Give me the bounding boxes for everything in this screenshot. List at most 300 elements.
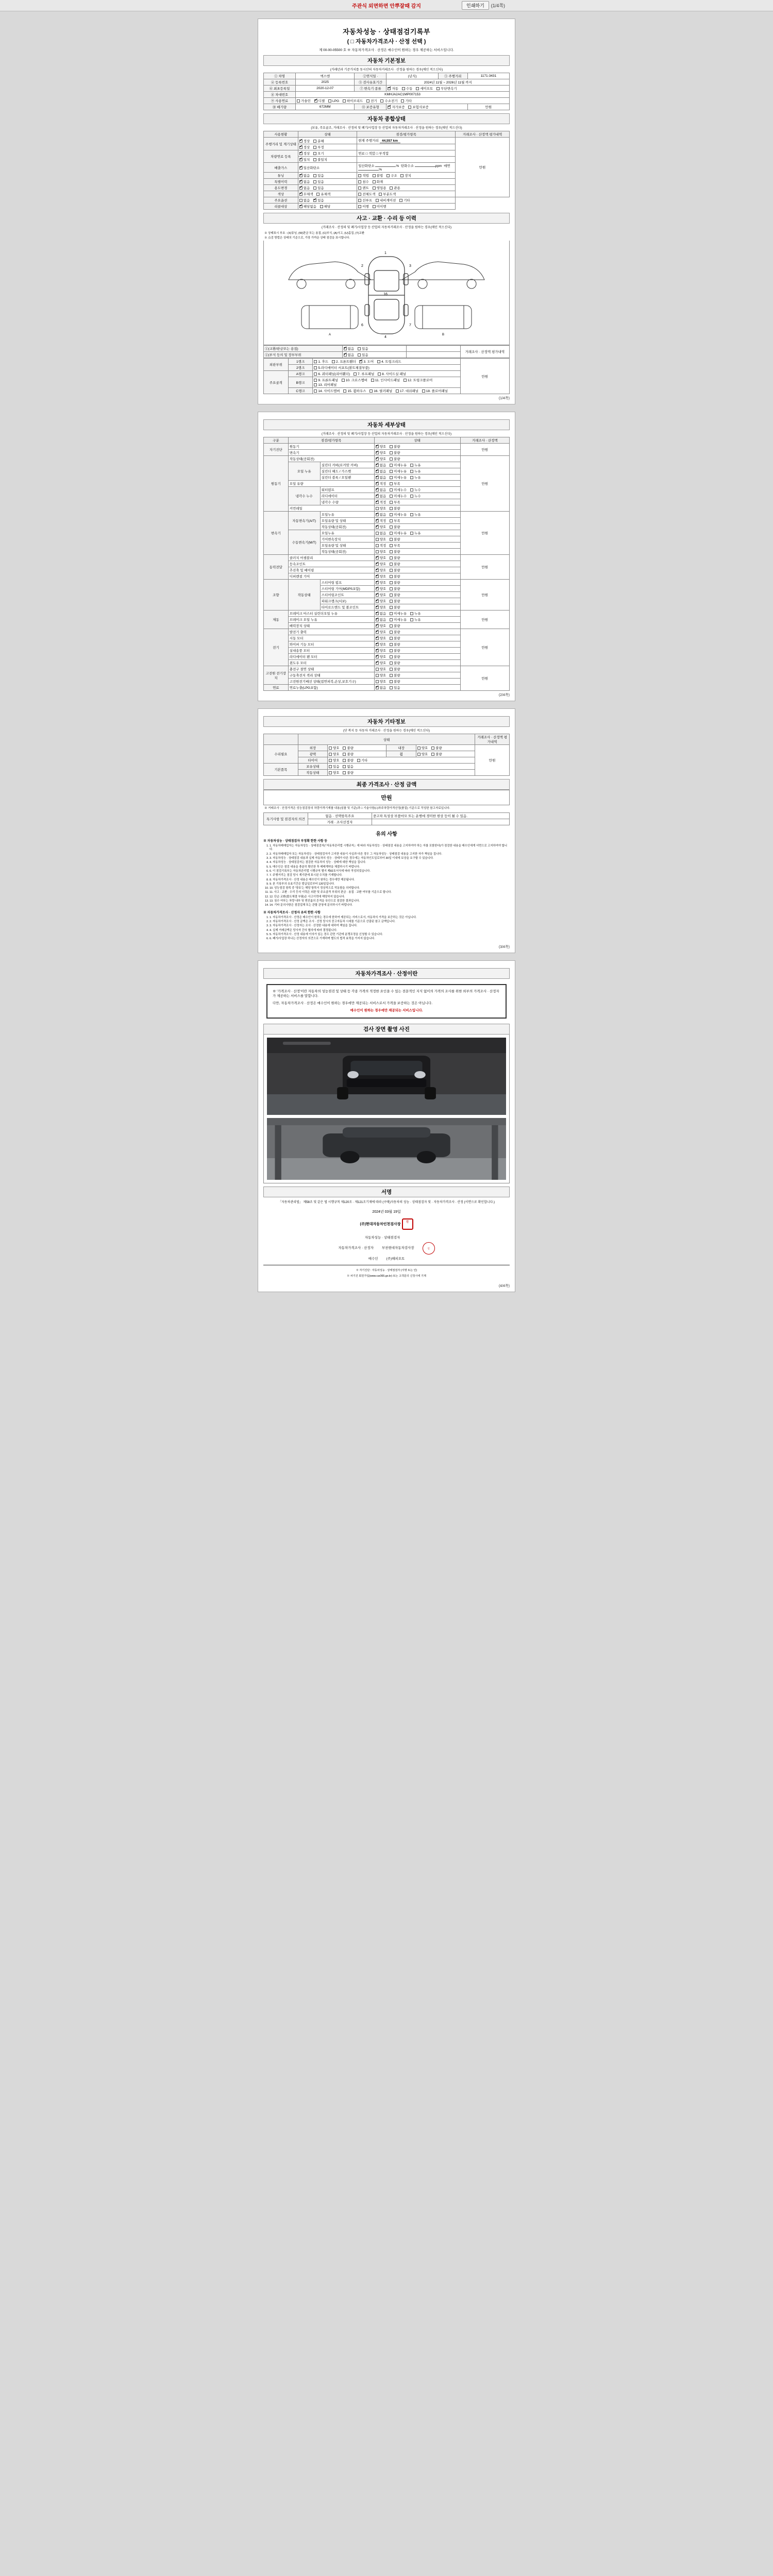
checkbox-good[interactable] (376, 631, 379, 634)
row-cat: 튜닝 (264, 173, 298, 179)
checkbox-good[interactable] (376, 668, 379, 671)
checkbox-full-paint[interactable] (358, 193, 361, 196)
checkbox-trunk-floor[interactable] (404, 379, 407, 382)
table-header-row (264, 734, 510, 745)
checkbox-tire-good[interactable] (329, 759, 332, 762)
table-row (264, 580, 510, 586)
checkbox-pillar-panel[interactable] (369, 389, 373, 393)
checkbox-etc-good[interactable] (357, 759, 360, 762)
checkbox-good[interactable] (376, 550, 379, 553)
checkbox-leak[interactable] (410, 470, 413, 473)
checkbox-good[interactable] (376, 563, 379, 566)
item-name: 오일 유량 (288, 481, 374, 487)
table-row (264, 86, 510, 92)
checkbox-emission[interactable] (299, 166, 303, 170)
item-name: 와이퍼 기능 모터 (288, 641, 374, 648)
table-row (264, 770, 510, 776)
notice-item: 6. 6. 폐기/사업장 하나는 산정자의 의견으로 기재하며 별도의 법적 효력을 가지지 않습니다. (270, 937, 510, 941)
checkbox-bad[interactable] (390, 445, 393, 448)
svg-text:3: 3 (409, 264, 411, 268)
table-row (264, 666, 510, 672)
section-basic-title: 자동차 기본정보 (263, 55, 510, 66)
checkbox-good[interactable] (376, 575, 379, 578)
state-cell: ✔일치 불일치 (298, 157, 357, 163)
page-title: 자동차성능 · 상태점검기록부 (343, 28, 430, 36)
sub-item: 오일유량 및 상태 (320, 543, 374, 549)
notice-head-1: ※ 자동차성능 · 상태점검자 부정확 한한 사항 등 (263, 839, 327, 843)
frame-grade: 1랭크 (288, 359, 313, 365)
checkbox-bad[interactable] (390, 668, 393, 671)
checkbox-bad[interactable] (390, 680, 393, 683)
checkbox-government[interactable] (390, 187, 393, 190)
checkbox-exchange-none[interactable] (344, 347, 347, 350)
checkbox-bad[interactable] (390, 631, 393, 634)
checkbox-good[interactable] (376, 507, 379, 510)
checkbox-bad[interactable] (390, 637, 393, 640)
checkbox-roof-panel[interactable] (354, 372, 357, 376)
state-cell: ✔정상 분해 (298, 138, 357, 144)
checkbox-part-paint[interactable] (379, 193, 382, 196)
checkbox-diesel[interactable] (314, 99, 317, 103)
checkbox-good[interactable] (376, 581, 379, 584)
page-1 (258, 19, 515, 404)
checkbox-basic-bad[interactable] (343, 771, 346, 774)
checkbox-bad[interactable] (390, 581, 393, 584)
item-name: 구동축전지 격리 상태 (288, 672, 374, 679)
checkbox-bad[interactable] (390, 674, 393, 677)
checkbox-semiauto[interactable] (416, 87, 419, 90)
th-price: 거래조사 · 산정액 평가내역 (475, 734, 510, 745)
price-notice-box (266, 984, 507, 1019)
notice-item: 1. 1. 자동차가격조사 · 산정은 매수인이 원하는 경우에 한하여 제공되는 서비스로서, 자동차의 가격을 보증하는 것은 아닙니다. (270, 916, 510, 920)
sub-item: 워터펌프 (320, 487, 374, 493)
checkbox-tuning-structure[interactable] (386, 174, 390, 177)
sub-item: 스티어링조인트 (320, 592, 374, 598)
checkbox-fire[interactable] (373, 180, 376, 183)
checkbox-corrosion-yes[interactable] (358, 353, 361, 357)
checkbox-good[interactable] (376, 624, 379, 628)
checkbox-yes[interactable] (390, 686, 393, 689)
checkbox-good[interactable] (376, 569, 379, 572)
status-cell: 적정 부족 (374, 543, 460, 549)
checkbox-dash-panel[interactable] (396, 389, 399, 393)
etc-item: 타이어 (298, 757, 327, 764)
section-overall-note: (보유, 주요골조, 거래조사 · 산정의 및 폐기/사업장 등 산업의 자동차거래조사 · 산정을 원하는 경우(매인 적으신다) (311, 127, 462, 130)
status-cell: ✔ 적정 부족 (374, 499, 460, 505)
checkbox-proper[interactable] (376, 519, 379, 522)
checkbox-polish-good[interactable] (329, 753, 332, 756)
group-name: 자기진단 (264, 444, 289, 456)
checkbox-cvt[interactable] (436, 87, 440, 90)
sign-row-label: 매수인 (368, 1257, 378, 1261)
checkbox-bad[interactable] (390, 649, 393, 652)
checkbox-side-sill[interactable] (378, 372, 381, 376)
checkbox-proper[interactable] (376, 501, 379, 504)
checkbox-good[interactable] (376, 451, 379, 454)
th-status: 상태 (374, 437, 460, 444)
cell-value: 2024년 11월 ~ 2026년 11월 까지 (386, 79, 510, 86)
svg-text:4: 4 (384, 335, 386, 339)
checkbox-good[interactable] (376, 594, 379, 597)
checkbox-bad[interactable] (390, 662, 393, 665)
checkbox-exterior-bad[interactable] (343, 747, 346, 750)
group-name: 조향 (264, 580, 289, 611)
svg-text:16: 16 (383, 293, 388, 296)
accident-row-label: ①(교환/판금또는 용접) (264, 346, 343, 352)
frame-items: 1. 후드 2. 프론트휀더 ✔ 3. 도어 4. 트렁크리드 (313, 359, 460, 365)
checkbox-front-fender[interactable] (332, 360, 335, 363)
checkbox-tuning-device[interactable] (400, 174, 404, 177)
checkbox-none[interactable] (376, 476, 379, 479)
checkbox-proper[interactable] (376, 544, 379, 547)
checkbox-option-yes[interactable] (313, 199, 316, 202)
checkbox-good[interactable] (376, 606, 379, 609)
section-signature-title: 서명 (263, 1187, 510, 1197)
checkbox-door[interactable] (359, 360, 362, 363)
checkbox-good[interactable] (376, 600, 379, 603)
odometer-value: 44,557 km (380, 139, 400, 143)
checkbox-special-yes[interactable] (313, 180, 316, 183)
signature-notice: 「자동차관리법」 제58조 및 같은 법 시행규칙 제120조 · 제121조기재에 따라 (구매)자동차의 성능 · 상태점검자 및 · 자동차가격조사 · 산정 (서면으로 확인합니다.) (278, 1200, 495, 1204)
status-cell: ✔ 양호 불량 (374, 524, 460, 530)
state-cell: ✔ 없음 있음 (298, 179, 357, 185)
checkbox-leak[interactable] (410, 618, 413, 621)
checkbox-good[interactable] (376, 556, 379, 560)
status-cell: ✔ 양호 불량 (374, 592, 460, 598)
checkbox-leak[interactable] (410, 612, 413, 615)
notice-item: 14. 14. 기타 문의사항은 점검업체 또는 관할 관청에 문의하시기 바랍니다. (270, 904, 510, 907)
checkbox-odo-ng[interactable] (313, 146, 316, 149)
checkbox-none[interactable] (376, 470, 379, 473)
checkbox-usechange-yes[interactable] (313, 187, 316, 190)
item-name: 윈도우 모터 (288, 660, 374, 666)
checkbox-good[interactable] (376, 526, 379, 529)
checkbox-tuning-none[interactable] (299, 174, 303, 177)
checkbox-good[interactable] (376, 587, 379, 590)
checkbox-front-panel[interactable] (314, 379, 317, 382)
sign-row-value: (주)해피오토 (386, 1257, 405, 1261)
company-stamp-icon: 인 (402, 1218, 413, 1230)
checkbox-lpg[interactable] (328, 99, 331, 103)
page-3 (258, 708, 515, 953)
checkbox-insurer-warranty[interactable] (408, 106, 411, 109)
accident-extra (406, 346, 460, 352)
checkbox-gasoline[interactable] (297, 99, 300, 103)
checkbox-cross-member[interactable] (342, 379, 345, 382)
checkbox-leak[interactable] (410, 532, 413, 535)
checkbox-bad[interactable] (390, 655, 393, 658)
checkbox-minor-leak[interactable] (390, 470, 393, 473)
checkbox-bad[interactable] (390, 575, 393, 578)
etc-item: 보유상태 (298, 764, 327, 770)
checkbox-minor-leak[interactable] (390, 495, 393, 498)
checkbox-good[interactable] (376, 457, 379, 461)
check-cell (357, 157, 456, 163)
checkbox-tuning-legal[interactable] (358, 174, 361, 177)
etc-item: 휠 (386, 751, 416, 757)
checkbox-bad[interactable] (390, 507, 393, 510)
item-name: 추진축 및 베어링 (288, 567, 374, 573)
checkbox-bad[interactable] (390, 587, 393, 590)
checkbox-bad[interactable] (390, 556, 393, 560)
checkbox-option-etc[interactable] (399, 199, 402, 202)
check-cell (357, 144, 456, 150)
section-accident-title: 사고 · 교환 · 수리 등 이력 (263, 213, 510, 224)
checkbox-odo-tamper[interactable] (313, 140, 316, 143)
checkbox-bad[interactable] (390, 600, 393, 603)
checkbox-electric[interactable] (366, 99, 369, 103)
checkbox-none[interactable] (376, 612, 379, 615)
checkbox-navigation[interactable] (376, 199, 379, 202)
checkbox-minor-leak[interactable] (390, 464, 393, 467)
status-cell: ✔ 없음 미세누유 누유 (374, 474, 460, 481)
checkbox-bad[interactable] (390, 550, 393, 553)
checkbox-polish-bad[interactable] (343, 753, 346, 756)
cell-label: ⑥ 최초등록일 (264, 86, 296, 92)
checkbox-color-chroma[interactable] (316, 193, 320, 196)
table-row (264, 92, 510, 98)
price-cell: 만원 (460, 555, 509, 580)
checkbox-special-none[interactable] (299, 180, 303, 183)
frame-parts-table (263, 358, 510, 394)
table-row (264, 629, 510, 635)
checkbox-bad[interactable] (390, 606, 393, 609)
checkbox-minor-leak[interactable] (390, 476, 393, 479)
checkbox-insufficient[interactable] (390, 482, 393, 485)
car-diagram (263, 241, 510, 345)
checkbox-wheel-house[interactable] (343, 389, 346, 393)
notice-list-2 (270, 916, 510, 941)
checkbox-interior-good[interactable] (417, 747, 421, 750)
checkbox-none[interactable] (376, 686, 379, 689)
checkbox-recall-notdone[interactable] (373, 205, 376, 208)
checkbox-leak[interactable] (410, 488, 413, 492)
checkbox-tuning-illegal[interactable] (373, 174, 376, 177)
checkbox-option-none[interactable] (299, 199, 303, 202)
inspection-photo-front (267, 1038, 506, 1115)
checkbox-none[interactable] (376, 488, 379, 492)
checkbox-good[interactable] (376, 445, 379, 448)
checkbox-none[interactable] (376, 532, 379, 535)
table-row (264, 611, 510, 617)
checkbox-good[interactable] (376, 649, 379, 652)
checkbox-insufficient[interactable] (390, 501, 393, 504)
frame-cat: 외판부위 (264, 359, 289, 371)
checkbox-hydrogen[interactable] (380, 99, 383, 103)
checkbox-radiator-support[interactable] (314, 366, 317, 369)
notice-item: 13. 13. 침수 여부는 차량 내부 및 엔진룸의 흔적을 육안으로 점검한 결과입니다. (270, 900, 510, 903)
checkbox-recall-done[interactable] (358, 205, 361, 208)
checkbox-odo-ok[interactable] (299, 146, 303, 149)
checkbox-good[interactable] (376, 674, 379, 677)
accident-row-label: ②(부식 등의 및 장부부위 (264, 352, 343, 358)
checkbox-good[interactable] (376, 662, 379, 665)
etc-cat: 기본품목 (264, 764, 298, 776)
checkbox-none[interactable] (376, 495, 379, 498)
checkbox-color-mono[interactable] (299, 193, 303, 196)
th-price: 거래조사 · 산정액 평가내역 (456, 131, 510, 138)
checkbox-usechange-none[interactable] (299, 187, 303, 190)
checkbox-auto[interactable] (388, 87, 391, 90)
etc-item: 외장 (298, 745, 327, 751)
checkbox-good[interactable] (376, 643, 379, 646)
item-name: 작동상태 (288, 580, 320, 611)
checkbox-inside-panel[interactable] (371, 379, 374, 382)
row-cat: 주행거리 및 계기상태 (264, 138, 298, 150)
checkbox-self-warranty[interactable] (388, 106, 391, 109)
checkbox-bad[interactable] (390, 643, 393, 646)
checkbox-minor-leak[interactable] (390, 618, 393, 621)
notice-item: 10. 10. 성능점검 항목 중 '양호'는 해당 항목이 정상적으로 작동함을 의미합니다. (270, 887, 510, 890)
state-cell: ✔ 없음 있음 (298, 185, 357, 191)
checkbox-recall-na[interactable] (299, 205, 303, 208)
status-cell: 양호 불량 (374, 505, 460, 512)
checkbox-wheel-good[interactable] (417, 753, 421, 756)
checkbox-sunroof[interactable] (358, 199, 361, 202)
checkbox-minor-leak[interactable] (390, 488, 393, 492)
sub-item: 실린더 블록 / 오일팬 (320, 474, 374, 481)
sign-row-value: 부천현대자동차검사장 (381, 1246, 414, 1250)
checkbox-good[interactable] (376, 538, 379, 541)
group-name: 제동 (264, 611, 289, 629)
fuel-options: 가솔린 ✔ 디젤 LPG 하이브리드 전기 수소전기 기타 (296, 98, 510, 104)
checkbox-reg-normal[interactable] (299, 152, 303, 155)
checkbox-reg-error[interactable] (313, 152, 316, 155)
page-number: (1/4쪽) (498, 397, 510, 400)
state-cell: ✔ 없음 있음 (298, 173, 357, 179)
checkbox-fuel-etc[interactable] (401, 99, 404, 103)
cell-label: ⑨ 사용연료 (264, 98, 296, 104)
check-cell: 침수 화재 (357, 179, 456, 185)
etc-opts: 양호 불량 (328, 745, 386, 751)
svg-text:7: 7 (409, 324, 411, 327)
checkbox-side-member[interactable] (314, 389, 317, 393)
status-cell: ✔ 양호 불량 (374, 648, 460, 654)
checkbox-none[interactable] (376, 618, 379, 621)
etc-opts: 양호 불량 (416, 745, 475, 751)
checkbox-bad[interactable] (390, 594, 393, 597)
price-notice-body2: 다만, 자동차가격조사 · 산정은 매수인이 원하는 경우에만 제공되는 서비스로서 가격을 보증하는 것은 아닙니다. (273, 1002, 433, 1006)
basic-info-table (263, 73, 510, 110)
notice-item: 9. 9. 본 기록부의 유효기간은 발급일로부터 120일입니다. (270, 883, 510, 886)
checkbox-odo-normal[interactable] (299, 140, 303, 143)
page-2 (258, 412, 515, 701)
checkbox-basic-good[interactable] (329, 771, 332, 774)
checkbox-none[interactable] (376, 513, 379, 516)
sub-item: 작동상태(공회전) (320, 524, 374, 530)
checkbox-proper[interactable] (376, 482, 379, 485)
etc-opts: 양호 불량 (416, 751, 475, 757)
checkbox-leak[interactable] (410, 513, 413, 516)
status-cell: ✔ 양호 불량 (374, 604, 460, 611)
checkbox-recall-yes[interactable] (320, 205, 323, 208)
notice-item: 12. 12. 단순 교환(볼트체결 부품)은 사고이력에 해당하지 않습니다. (270, 895, 510, 899)
checkbox-bad[interactable] (390, 563, 393, 566)
checkbox-minor-leak[interactable] (390, 513, 393, 516)
checkbox-commercial[interactable] (373, 187, 376, 190)
checkbox-leak[interactable] (410, 464, 413, 467)
checkbox-basic-has[interactable] (329, 765, 332, 768)
checkbox-hood[interactable] (314, 360, 317, 363)
checkbox-bad[interactable] (390, 526, 393, 529)
sub-item: 실린더 커버(로커암 커버) (320, 462, 374, 468)
checkbox-leak[interactable] (410, 495, 413, 498)
checkbox-minor-leak[interactable] (390, 612, 393, 615)
checkbox-good[interactable] (376, 637, 379, 640)
checkbox-bad[interactable] (390, 457, 393, 461)
etc-item: 작동상태 (298, 770, 327, 776)
checkbox-manual[interactable] (402, 87, 405, 90)
sub-item: 실린더 헤드 / 가스켓 (320, 468, 374, 474)
checkbox-none[interactable] (376, 464, 379, 467)
checkbox-corrosion-none[interactable] (344, 353, 347, 357)
checkbox-good[interactable] (376, 655, 379, 658)
cell-value: 1171-3431 (467, 73, 509, 79)
accident-extra (406, 352, 460, 358)
checkbox-exterior-good[interactable] (329, 747, 332, 750)
status-cell: 양호 불량 (374, 666, 460, 672)
checkbox-bad[interactable] (390, 569, 393, 572)
table-row (264, 812, 510, 819)
checkbox-tuning-yes[interactable] (313, 174, 316, 177)
th-item: 점검/평가항목 (288, 437, 374, 444)
checkbox-leak[interactable] (410, 476, 413, 479)
print-button[interactable]: 인쇄하기 (462, 1, 489, 10)
checkbox-minor-leak[interactable] (390, 532, 393, 535)
checkbox-bad[interactable] (390, 538, 393, 541)
checkbox-flood[interactable] (358, 180, 361, 183)
checkbox-basic-none[interactable] (343, 765, 346, 768)
check-cell: 선루프 내비게이션 기타 (357, 197, 456, 204)
cell-label: ⑦ 변속기 종류 (355, 86, 386, 92)
checkbox-quarter-panel[interactable] (314, 372, 317, 376)
checkbox-hybrid[interactable] (343, 99, 346, 103)
checkbox-wheel-bad[interactable] (431, 753, 434, 756)
th-check: 점검/평가항목 (357, 131, 456, 138)
notice-item: 7. 7. 주행거리는 점검 당시 계기판에 표시된 수치를 기재합니다. (270, 874, 510, 877)
checkbox-bad[interactable] (390, 624, 393, 628)
table-row (264, 757, 510, 764)
checkbox-insufficient[interactable] (390, 519, 393, 522)
checkbox-insufficient[interactable] (390, 544, 393, 547)
checkbox-trunk-lid[interactable] (377, 360, 380, 363)
checkbox-good[interactable] (376, 680, 379, 683)
table-row (264, 456, 510, 462)
table-header-row (264, 437, 510, 444)
notice-item: 8. 8. 자동차가격조사 · 산정 내용은 매수인이 원하는 경우에만 제공됩니다. (270, 878, 510, 882)
group-name: 전기 (264, 629, 289, 666)
checkbox-reg-mismatch[interactable] (313, 158, 316, 161)
checkbox-reg-match[interactable] (299, 158, 303, 161)
item-name: 브레이크 마스터 실린더오일 누유 (288, 611, 374, 617)
page-indicator: (1/4쪽) (491, 3, 505, 8)
checkbox-rear-panel[interactable] (314, 383, 317, 386)
checkbox-tire-bad[interactable] (343, 759, 346, 762)
section-detail-title: 자동차 세부상태 (263, 419, 510, 430)
cell-label: ⑩ 배기량 (264, 104, 296, 110)
warranty-options: ✔ 자가보증 보험사보증 (386, 104, 467, 110)
checkbox-bad[interactable] (390, 451, 393, 454)
checkbox-floor-panel[interactable] (422, 389, 425, 393)
checkbox-rental[interactable] (358, 187, 361, 190)
cell-value: (년식) (386, 73, 438, 79)
sign-row-label: 자동차가격조사 · 산정자 (338, 1246, 374, 1250)
section-basic-note: (거래년과 기준가치를 동시산의 자동차거래조사 · 산정을 원하는 경우(매인 적으신다) (330, 69, 443, 72)
checkbox-interior-bad[interactable] (431, 747, 434, 750)
checkbox-exchange-yes[interactable] (358, 347, 361, 350)
signature-company: (주)현대자동차인천검사장 인 (263, 1218, 510, 1230)
price-amount: 만원 (264, 790, 510, 805)
